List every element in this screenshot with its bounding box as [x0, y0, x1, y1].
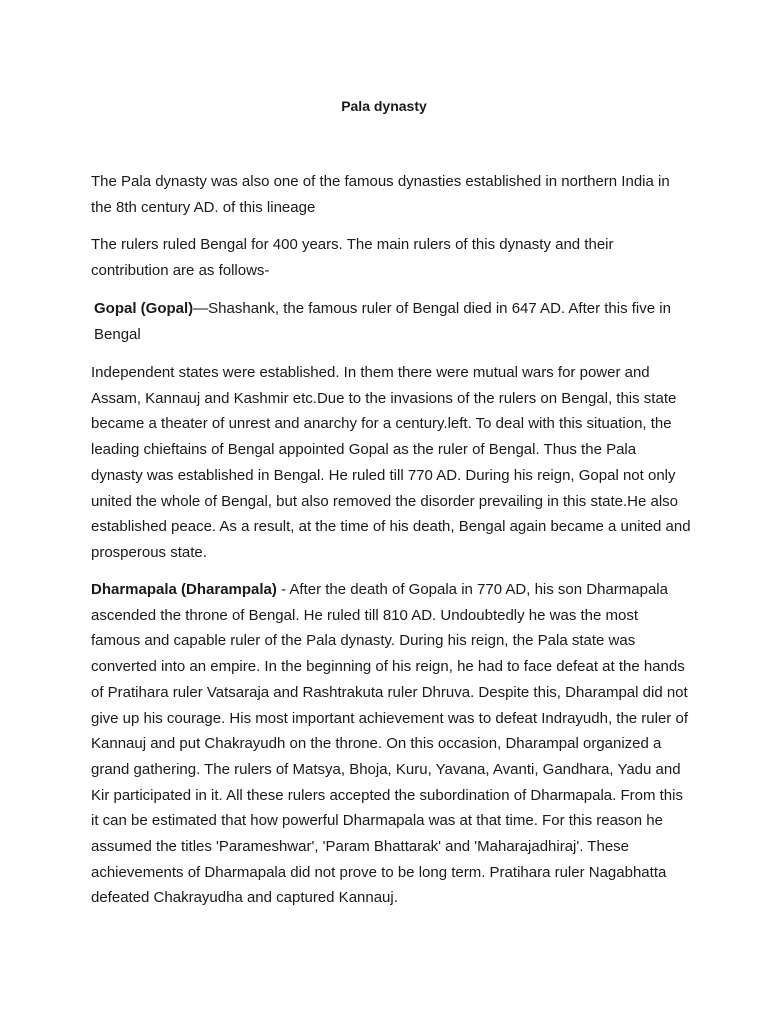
page-title: Pala dynasty — [341, 98, 427, 114]
paragraph-rulers — [91, 232, 691, 283]
paragraph-independent-states-text: Independent states were established. In them there were mutual wars for power and Assam, Kannauj and Kashmir etc.Due to the invasions of the rulers on Bengal, this state became a theater of unrest and anarchy for a century.left. To deal with this situation, the leading chieftains of Bengal appointed Gopal as the ruler of Bengal. Thus the Pala dynasty was established in Bengal. He ruled till 770 AD. During his reign, Gopal not only united the whole of Bengal, but also removed the disorder prevailing in this state.He also established peace. As a result, at the time of his death, Bengal again became a united and prosperous state. — [91, 364, 691, 561]
paragraph-rulers-text: The rulers ruled Bengal for 400 years. The main rulers of this dynasty and their contribution are as follows- — [91, 236, 614, 279]
gopal-heading: Gopal (Gopal) — [94, 300, 194, 317]
paragraph-dharmapala — [91, 577, 691, 911]
paragraph-gopal — [91, 296, 694, 347]
dharmapala-heading: Dharmapala (Dharampala) — [91, 581, 277, 598]
paragraph-dharmapala-text: - After the death of Gopala in 770 AD, his son Dharmapala ascended the throne of Bengal. He ruled till 810 AD. Undoubtedly he was the most famous and capable ruler of the Pala dynasty. During his reign, the Pala state was converted into an empire. In the beginning of his reign, he had to face defeat at the hands of Pratihara ruler Vatsaraja and Rashtrakuta ruler Dhruva. Despite this, Dharampal did not give up his courage. His most important achievement was to defeat Indrayudh, the ruler of Kannauj and put Chakrayudh on the throne. On this occasion, Dharampal organized a grand gathering. The rulers of Matsya, Bhoja, Kuru, Yavana, Avanti, Gandhara, Yadu and Kir participated in it. All these rulers accepted the subordination of Dharmapala. From this it can be estimated that how powerful Dharmapala was at that time. For this reason he assumed the titles 'Parameshwar', 'Param Bhattarak' and 'Maharajadhiraj'. These achievements of Dharmapala did not prove to be long term. Pratihara ruler Nagabhatta defeated Chakrayudha and captured Kannauj. — [91, 581, 688, 907]
paragraph-independent-states — [91, 360, 691, 566]
paragraph-intro — [91, 169, 691, 220]
paragraph-gopal-text: —Shashank, the famous ruler of Bengal died in 647 AD. After this five in Bengal — [94, 300, 671, 343]
paragraph-intro-text: The Pala dynasty was also one of the famous dynasties established in northern India in the 8th century AD. of this lineage — [91, 173, 670, 216]
